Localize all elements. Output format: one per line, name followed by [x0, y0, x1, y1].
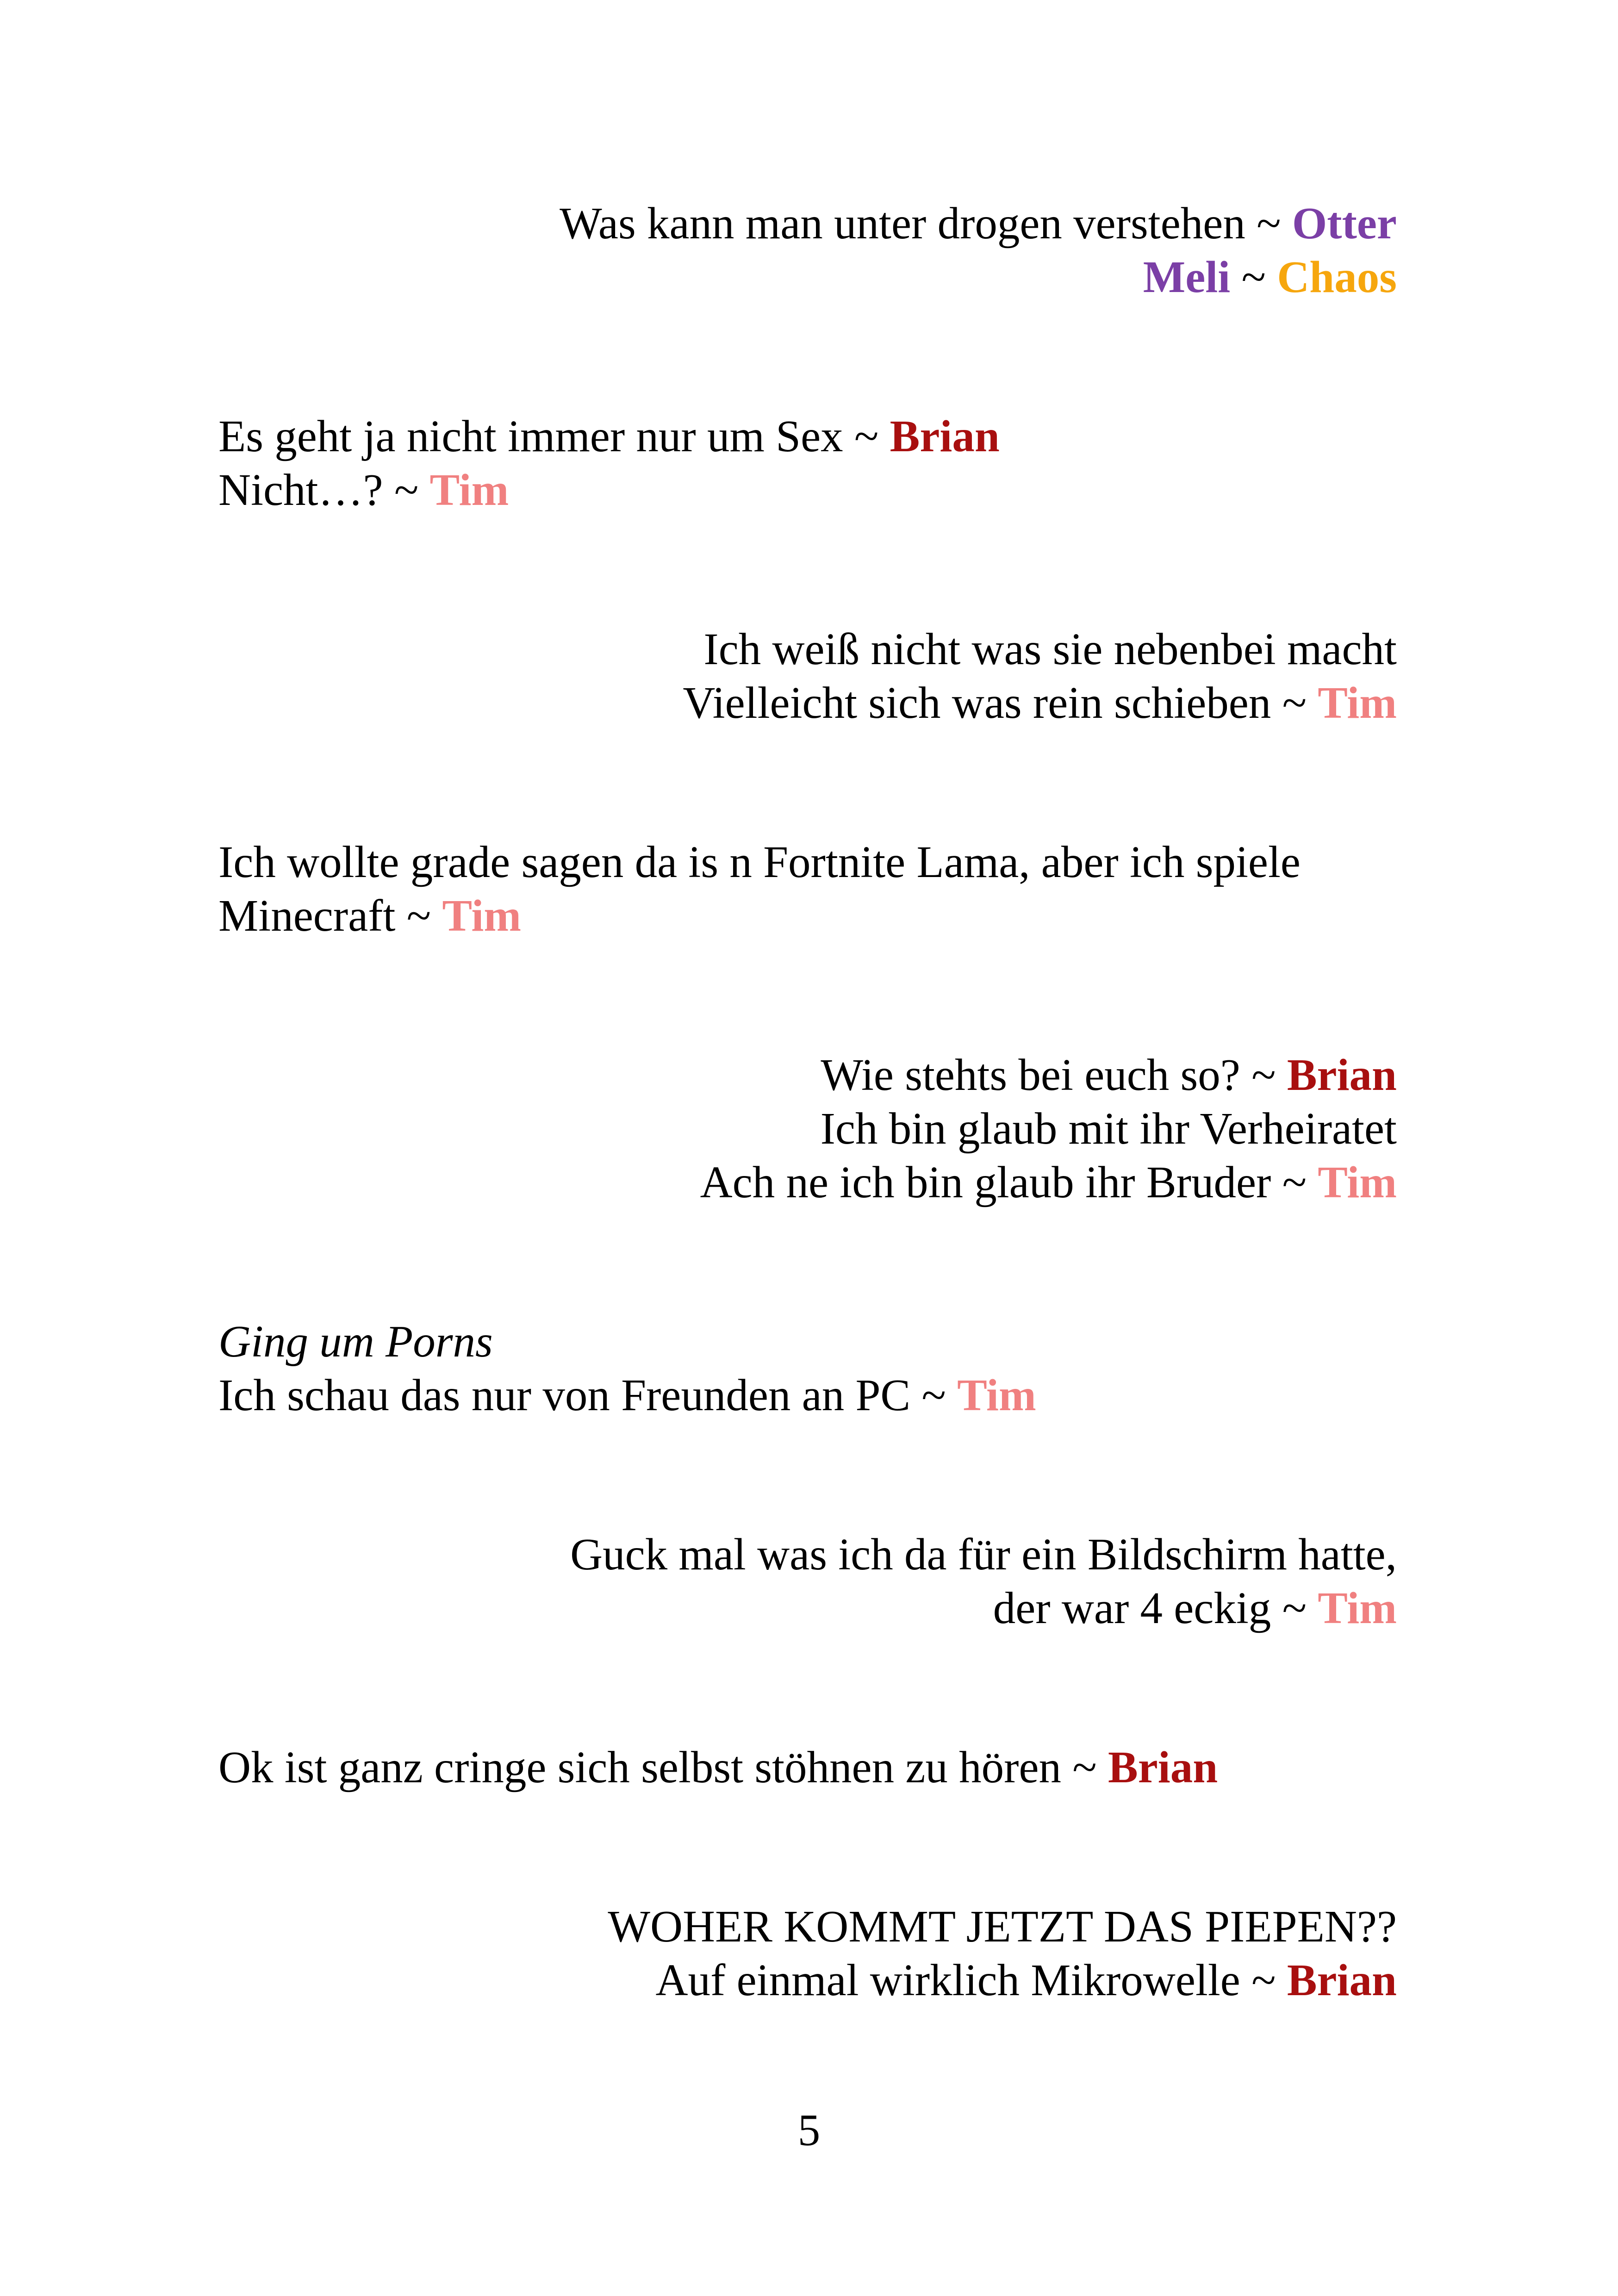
quote-line — [218, 1315, 1397, 1369]
quote-block-brian-cringe — [218, 1741, 1397, 1794]
speaker-name: Brian — [1108, 1742, 1218, 1792]
quote-text: Es geht ja nicht immer nur um Sex — [218, 411, 843, 461]
quote-block-tim-bildschirm — [218, 1528, 1397, 1635]
quote-block-otter-meli-chaos — [218, 197, 1397, 304]
quote-line — [218, 1528, 1397, 1581]
tilde-separator: ~ — [1271, 1157, 1318, 1207]
quote-text: Ich wollte grade sagen da is n Fortnite Lama, aber ich spiele — [218, 837, 1301, 887]
quote-block-tim-nebenbei — [218, 622, 1397, 730]
quote-line — [218, 676, 1397, 730]
speaker-name: Tim — [429, 465, 509, 515]
quote-text: Nicht…? — [218, 465, 383, 515]
tilde-separator: ~ — [843, 411, 890, 461]
quote-text: WOHER KOMMT JETZT DAS PIEPEN?? — [608, 1902, 1397, 1951]
speaker-name: Tim — [957, 1370, 1036, 1420]
quote-line — [218, 1954, 1397, 2007]
quote-line — [218, 1741, 1397, 1794]
quote-line — [218, 835, 1397, 889]
context-note: Ging um Porns — [218, 1317, 493, 1366]
quote-text: Minecraft — [218, 891, 396, 940]
quote-block-brian-tim-sex — [218, 410, 1397, 517]
quote-text: Ach ne ich bin glaub ihr Bruder — [700, 1157, 1271, 1207]
speaker-name: Brian — [890, 411, 1000, 461]
tilde-separator: ~ — [1271, 678, 1318, 728]
speaker-name: Brian — [1287, 1955, 1397, 2005]
quote-text: Wie stehts bei euch so? — [821, 1050, 1240, 1100]
quote-line — [218, 889, 1397, 943]
quote-line — [218, 1900, 1397, 1954]
quote-text: Auf einmal wirklich Mikrowelle — [655, 1955, 1240, 2005]
quote-line — [218, 1048, 1397, 1102]
quote-text: Ich schau das nur von Freunden an PC — [218, 1370, 911, 1420]
quote-line — [218, 463, 1397, 517]
tilde-separator: ~ — [1230, 252, 1277, 302]
quote-text: der war 4 eckig — [993, 1583, 1271, 1633]
quote-line — [218, 410, 1397, 463]
speaker-name: Chaos — [1277, 252, 1397, 302]
tilde-separator: ~ — [1240, 1955, 1287, 2005]
quote-text: Ok ist ganz cringe sich selbst stöhnen zu hören — [218, 1742, 1062, 1792]
speaker-name: Otter — [1292, 199, 1397, 248]
quote-text: Guck mal was ich da für ein Bildschirm hatte, — [570, 1530, 1397, 1579]
tilde-separator: ~ — [383, 465, 430, 515]
tilde-separator: ~ — [1061, 1742, 1108, 1792]
tilde-separator: ~ — [1245, 199, 1292, 248]
quote-line — [218, 1102, 1397, 1156]
speaker-name: Tim — [1318, 678, 1397, 728]
quote-block-tim-porns — [218, 1315, 1397, 1422]
quote-line — [218, 197, 1397, 250]
quote-block-brian-piepen — [218, 1900, 1397, 2007]
quote-block-brian-tim-verheiratet — [218, 1048, 1397, 1209]
speaker-name: Meli — [1143, 252, 1231, 302]
quote-line — [218, 1581, 1397, 1635]
quote-text: Was kann man unter drogen verstehen — [560, 199, 1245, 248]
speaker-name: Tim — [1318, 1157, 1397, 1207]
tilde-separator: ~ — [910, 1370, 958, 1420]
quote-text: Ich weiß nicht was sie nebenbei macht — [703, 624, 1397, 674]
tilde-separator: ~ — [1240, 1050, 1287, 1100]
page-number: 5 — [797, 2105, 821, 2155]
quote-line — [218, 1156, 1397, 1209]
quote-text: Ich bin glaub mit ihr Verheiratet — [820, 1104, 1397, 1153]
speaker-name: Tim — [1318, 1583, 1397, 1633]
quote-line — [218, 622, 1397, 676]
speaker-name: Tim — [442, 891, 522, 940]
tilde-separator: ~ — [395, 891, 442, 940]
quote-line — [218, 1369, 1397, 1422]
quote-text: Vielleicht sich was rein schieben — [683, 678, 1271, 728]
quote-line — [218, 250, 1397, 304]
quote-block-tim-minecraft — [218, 835, 1397, 943]
speaker-name: Brian — [1287, 1050, 1397, 1100]
tilde-separator: ~ — [1271, 1583, 1318, 1633]
